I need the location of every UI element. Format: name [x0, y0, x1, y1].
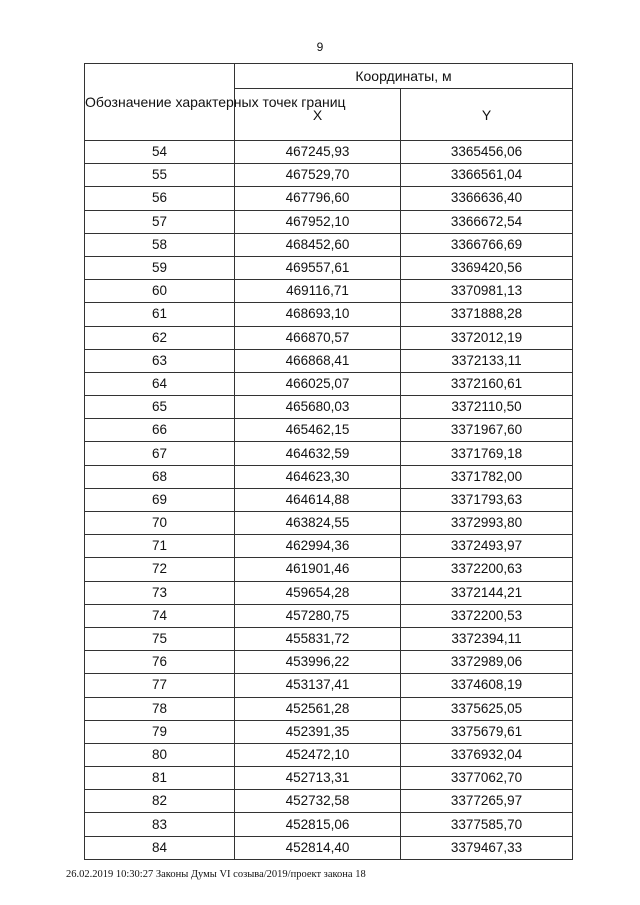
point-number-cell: 60	[85, 280, 235, 303]
table-row	[85, 349, 573, 372]
point-number-cell: 62	[85, 326, 235, 349]
y-coordinate-cell: 3377062,70	[401, 767, 573, 790]
table-row	[85, 280, 573, 303]
point-number-cell: 77	[85, 674, 235, 697]
y-coordinate-cell: 3377265,97	[401, 790, 573, 813]
point-number-cell: 79	[85, 720, 235, 743]
x-coordinate-cell: 461901,46	[235, 558, 401, 581]
table-row	[85, 558, 573, 581]
x-coordinate-cell: 452815,06	[235, 813, 401, 836]
x-coordinate-cell: 457280,75	[235, 604, 401, 627]
table-row	[85, 488, 573, 511]
table-row	[85, 581, 573, 604]
y-coordinate-cell: 3372200,53	[401, 604, 573, 627]
point-number-cell: 54	[85, 141, 235, 164]
y-coordinate-cell: 3371967,60	[401, 419, 573, 442]
header-coordinates: Координаты, м	[235, 64, 573, 89]
x-coordinate-cell: 459654,28	[235, 581, 401, 604]
point-number-cell: 58	[85, 233, 235, 256]
y-coordinate-cell: 3366561,04	[401, 164, 573, 187]
y-coordinate-cell: 3379467,33	[401, 836, 573, 859]
point-number-cell: 76	[85, 651, 235, 674]
coordinates-table	[84, 63, 573, 860]
point-number-cell: 69	[85, 488, 235, 511]
table-row	[85, 743, 573, 766]
x-coordinate-cell: 453137,41	[235, 674, 401, 697]
point-number-cell: 75	[85, 627, 235, 650]
y-coordinate-cell: 3371769,18	[401, 442, 573, 465]
document-footer: 26.02.2019 10:30:27 Законы Думы VI созыва/2019/проект закона 18	[66, 869, 366, 880]
table-row	[85, 164, 573, 187]
y-coordinate-cell: 3376932,04	[401, 743, 573, 766]
header-point-designation: Обозначение характерных точек границ	[85, 64, 235, 141]
point-number-cell: 81	[85, 767, 235, 790]
point-number-cell: 71	[85, 535, 235, 558]
table-header	[85, 64, 573, 141]
point-number-cell: 59	[85, 256, 235, 279]
table-row	[85, 767, 573, 790]
point-number-cell: 72	[85, 558, 235, 581]
point-number-cell: 56	[85, 187, 235, 210]
y-coordinate-cell: 3372012,19	[401, 326, 573, 349]
x-coordinate-cell: 467796,60	[235, 187, 401, 210]
table-row	[85, 210, 573, 233]
y-coordinate-cell: 3372144,21	[401, 581, 573, 604]
x-coordinate-cell: 452732,58	[235, 790, 401, 813]
x-coordinate-cell: 453996,22	[235, 651, 401, 674]
point-number-cell: 67	[85, 442, 235, 465]
header-y: Y	[401, 89, 573, 141]
y-coordinate-cell: 3372989,06	[401, 651, 573, 674]
table-row	[85, 813, 573, 836]
x-coordinate-cell: 464623,30	[235, 465, 401, 488]
y-coordinate-cell: 3377585,70	[401, 813, 573, 836]
table-body	[85, 141, 573, 860]
table-row	[85, 303, 573, 326]
table-row	[85, 674, 573, 697]
point-number-cell: 64	[85, 372, 235, 395]
table-row	[85, 372, 573, 395]
x-coordinate-cell: 465680,03	[235, 396, 401, 419]
x-coordinate-cell: 452814,40	[235, 836, 401, 859]
y-coordinate-cell: 3365456,06	[401, 141, 573, 164]
point-number-cell: 83	[85, 813, 235, 836]
y-coordinate-cell: 3371888,28	[401, 303, 573, 326]
x-coordinate-cell: 452391,35	[235, 720, 401, 743]
y-coordinate-cell: 3369420,56	[401, 256, 573, 279]
x-coordinate-cell: 466868,41	[235, 349, 401, 372]
point-number-cell: 82	[85, 790, 235, 813]
table-row	[85, 535, 573, 558]
y-coordinate-cell: 3366766,69	[401, 233, 573, 256]
x-coordinate-cell: 452472,10	[235, 743, 401, 766]
y-coordinate-cell: 3375679,61	[401, 720, 573, 743]
y-coordinate-cell: 3375625,05	[401, 697, 573, 720]
x-coordinate-cell: 455831,72	[235, 627, 401, 650]
y-coordinate-cell: 3372110,50	[401, 396, 573, 419]
x-coordinate-cell: 468452,60	[235, 233, 401, 256]
table-row	[85, 697, 573, 720]
point-number-cell: 57	[85, 210, 235, 233]
table-row	[85, 187, 573, 210]
table-row	[85, 419, 573, 442]
x-coordinate-cell: 464632,59	[235, 442, 401, 465]
x-coordinate-cell: 467245,93	[235, 141, 401, 164]
table-row	[85, 233, 573, 256]
x-coordinate-cell: 466025,07	[235, 372, 401, 395]
point-number-cell: 55	[85, 164, 235, 187]
point-number-cell: 66	[85, 419, 235, 442]
y-coordinate-cell: 3370981,13	[401, 280, 573, 303]
y-coordinate-cell: 3372200,63	[401, 558, 573, 581]
y-coordinate-cell: 3374608,19	[401, 674, 573, 697]
x-coordinate-cell: 452713,31	[235, 767, 401, 790]
table-row	[85, 720, 573, 743]
table-row	[85, 465, 573, 488]
table-row	[85, 141, 573, 164]
table-row	[85, 836, 573, 859]
table-row	[85, 604, 573, 627]
y-coordinate-cell: 3366636,40	[401, 187, 573, 210]
point-number-cell: 73	[85, 581, 235, 604]
table-row	[85, 442, 573, 465]
table-row	[85, 396, 573, 419]
x-coordinate-cell: 464614,88	[235, 488, 401, 511]
point-number-cell: 80	[85, 743, 235, 766]
table-row	[85, 256, 573, 279]
header-x: X	[235, 89, 401, 141]
table-row	[85, 512, 573, 535]
x-coordinate-cell: 467529,70	[235, 164, 401, 187]
x-coordinate-cell: 466870,57	[235, 326, 401, 349]
point-number-cell: 68	[85, 465, 235, 488]
table-row	[85, 790, 573, 813]
point-number-cell: 70	[85, 512, 235, 535]
x-coordinate-cell: 465462,15	[235, 419, 401, 442]
point-number-cell: 78	[85, 697, 235, 720]
y-coordinate-cell: 3371793,63	[401, 488, 573, 511]
x-coordinate-cell: 467952,10	[235, 210, 401, 233]
point-number-cell: 63	[85, 349, 235, 372]
page-number: 9	[316, 40, 324, 54]
point-number-cell: 61	[85, 303, 235, 326]
y-coordinate-cell: 3372493,97	[401, 535, 573, 558]
y-coordinate-cell: 3372394,11	[401, 627, 573, 650]
x-coordinate-cell: 462994,36	[235, 535, 401, 558]
y-coordinate-cell: 3372993,80	[401, 512, 573, 535]
table-row	[85, 627, 573, 650]
x-coordinate-cell: 469116,71	[235, 280, 401, 303]
x-coordinate-cell: 452561,28	[235, 697, 401, 720]
table-row	[85, 651, 573, 674]
table-row	[85, 326, 573, 349]
y-coordinate-cell: 3366672,54	[401, 210, 573, 233]
point-number-cell: 74	[85, 604, 235, 627]
y-coordinate-cell: 3371782,00	[401, 465, 573, 488]
x-coordinate-cell: 469557,61	[235, 256, 401, 279]
point-number-cell: 65	[85, 396, 235, 419]
x-coordinate-cell: 468693,10	[235, 303, 401, 326]
point-number-cell: 84	[85, 836, 235, 859]
x-coordinate-cell: 463824,55	[235, 512, 401, 535]
y-coordinate-cell: 3372133,11	[401, 349, 573, 372]
y-coordinate-cell: 3372160,61	[401, 372, 573, 395]
